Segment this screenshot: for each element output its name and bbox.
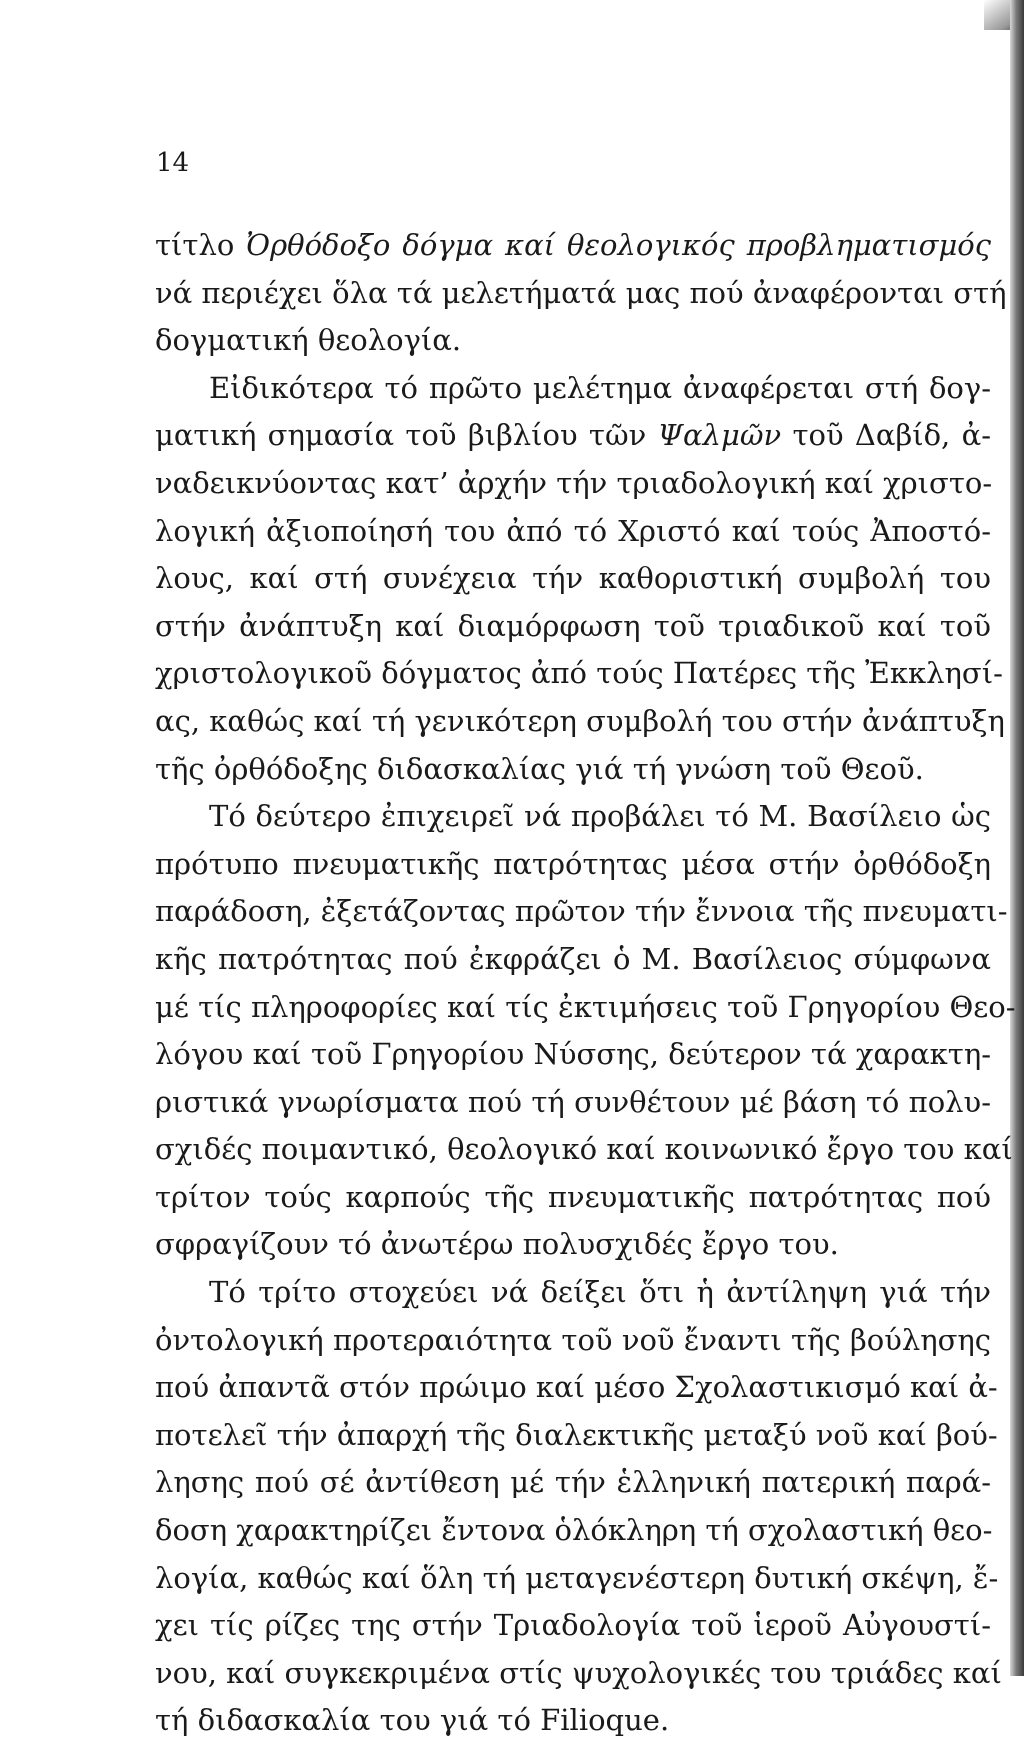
body-text	[155, 222, 1016, 1745]
text-line	[155, 1697, 991, 1745]
text-segment: Εἰδικότερα τό πρῶτο μελέτημα ἀναφέρεται στή δογ-	[209, 370, 991, 405]
text-line	[155, 1602, 991, 1650]
text-line	[155, 1507, 991, 1555]
text-line	[155, 650, 1003, 698]
italic-title-text: Ψαλμῶν	[657, 418, 782, 453]
text-segment: ναδεικνύοντας κατ’ ἀρχήν τήν τριαδολογική καί χριστο-	[155, 465, 993, 500]
text-segment: νου, καί συγκεκριμένα στίς ψυχολογικές του τριάδες καί	[155, 1655, 1002, 1690]
text-segment: τοῦ Δαβίδ, ἀ-	[781, 418, 991, 453]
text-segment: κῆς πατρότητας πού ἐκφράζει ὁ Μ. Βασίλειος σύμφωνα	[155, 941, 991, 976]
text-segment: λους, καί στή συνέχεια τήν καθοριστική συμβολή του	[155, 561, 991, 596]
text-line	[155, 698, 1005, 746]
text-segment: ματική σημασία τοῦ βιβλίου τῶν	[155, 418, 658, 453]
text-segment: ὀντολογική προτεραιότητα τοῦ νοῦ ἔναντι τῆς βούλησης	[155, 1322, 991, 1357]
italic-title-text: Ὀρθόδοξο δόγμα καί θεολογικός προβληματισμός	[246, 228, 992, 262]
text-line	[155, 1412, 998, 1460]
page-edge-shadow	[1010, 0, 1024, 1676]
text-line	[155, 1555, 999, 1603]
text-segment: τή διδασκαλία του γιά τό Filioque.	[155, 1703, 670, 1738]
text-segment: μέ τίς πληροφορίες καί τίς ἐκτιμήσεις τοῦ Γρηγορίου Θεο-	[155, 989, 1016, 1024]
text-line	[155, 793, 991, 841]
text-segment: Τό τρίτο στοχεύει νά δείξει ὅτι ἡ ἀντίληψη γιά τήν	[209, 1275, 991, 1310]
text-segment: λογία, καθώς καί ὅλη τή μεταγενέστερη δυτική σκέψη, ἔ-	[155, 1560, 999, 1595]
text-line	[155, 984, 1016, 1032]
text-line	[155, 317, 991, 365]
text-segment: χει τίς ρίζες της στήν Τριαδολογία τοῦ ἱεροῦ Αὐγουστί-	[155, 1608, 991, 1643]
text-segment: σχιδές ποιμαντικό, θεολογικό καί κοινωνικό ἔργο του καί	[155, 1132, 1013, 1167]
text-line	[155, 1221, 991, 1269]
text-line	[155, 1031, 991, 1079]
text-segment: ποτελεῖ τήν ἀπαρχή τῆς διαλεκτικῆς μεταξύ νοῦ καί βού-	[155, 1417, 998, 1452]
text-segment: τίτλο	[155, 228, 247, 262]
text-segment: δοση χαρακτηρίζει ἔντονα ὁλόκληρη τή σχολαστική θεο-	[155, 1513, 993, 1548]
text-segment: χριστολογικοῦ δόγματος ἀπό τούς Πατέρες τῆς Ἐκκλησί-	[155, 656, 1003, 691]
text-line	[155, 841, 991, 889]
text-segment: τῆς ὀρθόδοξης διδασκαλίας γιά τή γνώση τοῦ Θεοῦ.	[155, 751, 924, 786]
text-line	[155, 936, 991, 984]
text-segment: λησης πού σέ ἀντίθεση μέ τήν ἑλληνική πατερική παρά-	[155, 1465, 991, 1500]
text-line	[155, 1126, 1013, 1174]
text-segment: παράδοση, ἐξετάζοντας πρῶτον τήν ἔννοια τῆς πνευματι-	[155, 894, 1008, 929]
text-segment: λογική ἀξιοποίησή του ἀπό τό Χριστό καί τούς Ἀποστό-	[155, 513, 991, 548]
text-line	[155, 1174, 991, 1222]
text-line	[155, 555, 991, 603]
text-segment: τρίτον τούς καρπούς τῆς πνευματικῆς πατρότητας πού	[155, 1179, 991, 1214]
text-line	[155, 1459, 991, 1507]
text-line	[155, 603, 991, 651]
text-line	[155, 1650, 1002, 1698]
text-segment: δογματική θεολογία.	[155, 323, 462, 358]
text-segment: πού ἀπαντᾶ στόν πρώιμο καί μέσο Σχολαστικισμό καί ἀ-	[155, 1370, 998, 1405]
text-segment: νά περιέχει ὅλα τά μελετήματά μας πού ἀναφέρονται στή	[155, 275, 1007, 310]
text-segment: ας, καθώς καί τή γενικότερη συμβολή του στήν ἀνάπτυξη	[155, 703, 1005, 738]
text-line	[155, 1079, 991, 1127]
text-segment: πρότυπο πνευματικῆς πατρότητας μέσα στήν ὀρθόδοξη	[155, 846, 991, 881]
text-line	[155, 746, 991, 794]
text-line	[155, 365, 991, 413]
text-line	[155, 1269, 991, 1317]
text-line	[155, 1364, 998, 1412]
text-line	[155, 270, 1007, 318]
page-number: 14	[156, 148, 190, 178]
text-segment: ριστικά γνωρίσματα πού τή συνθέτουν μέ βάση τό πολυ-	[155, 1084, 991, 1119]
text-line	[155, 460, 991, 508]
text-segment: Τό δεύτερο ἐπιχειρεῖ νά προβάλει τό Μ. Βασίλειο ὡς	[209, 799, 991, 834]
text-segment: λόγου καί τοῦ Γρηγορίου Νύσσης, δεύτερον τά χαρακτη-	[155, 1037, 991, 1072]
text-line	[155, 412, 991, 460]
text-segment: στήν ἀνάπτυξη καί διαμόρφωση τοῦ τριαδικοῦ καί τοῦ	[155, 608, 991, 643]
text-segment: σφραγίζουν τό ἀνωτέρω πολυσχιδές ἔργο του.	[155, 1227, 839, 1262]
text-line	[155, 508, 991, 556]
text-line	[155, 1317, 991, 1365]
text-line	[155, 222, 991, 270]
text-line	[155, 888, 1008, 936]
